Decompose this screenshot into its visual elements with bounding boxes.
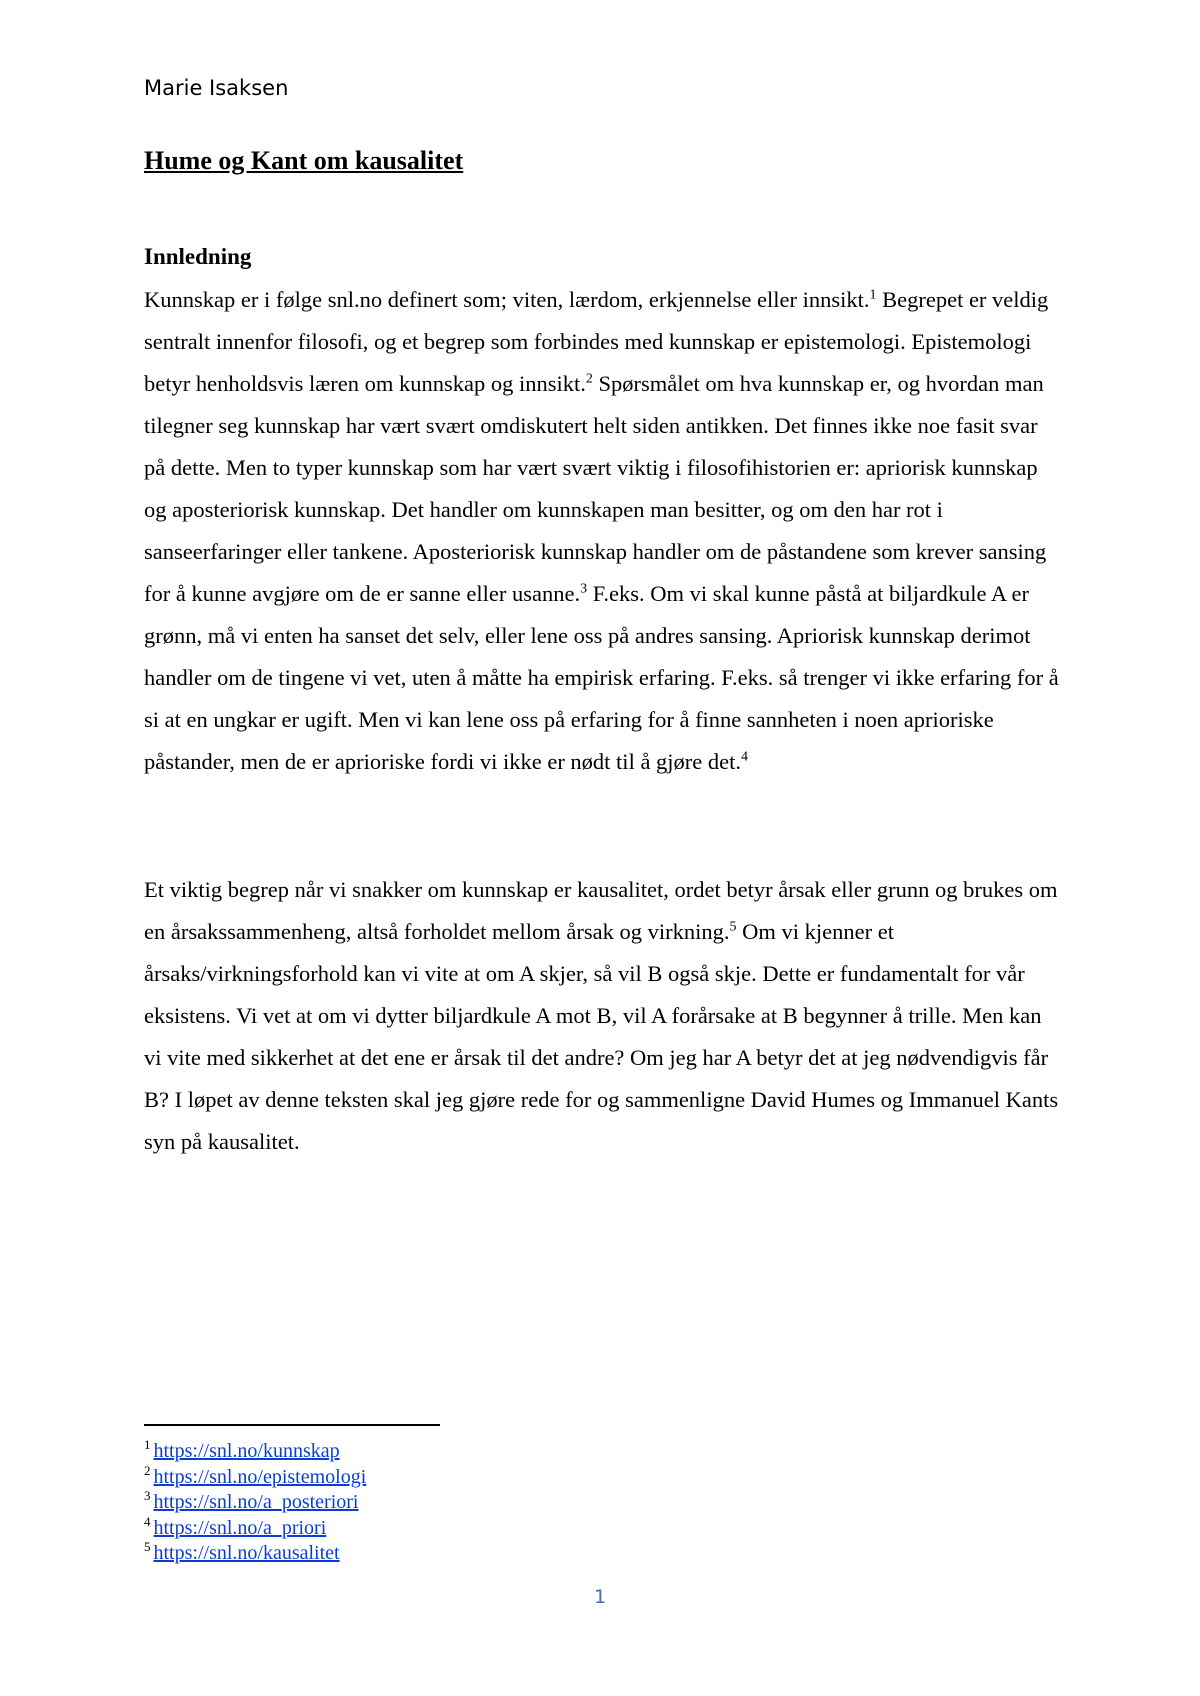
footnote-link[interactable]: https://snl.no/a_priori xyxy=(153,1516,327,1539)
paragraph-text: Om vi kjenner et årsaks/virkningsforhold kan vi vite at om A skjer, så vil B også skje. Dette er fundamentalt for vår eksistens. Vi vet at om vi dytter biljardkule A mot B, vil A forårsake at B begynner å trille. Men kan vi vite med sikkerhet at det ene er årsak til det andre? Om jeg har A betyr det at jeg nødvendigvis får B? I løpet av denne teksten skal jeg gjøre rede for og sammenligne David Humes og Immanuel Kants syn på kausalitet. xyxy=(144,919,1059,1154)
footnote-item xyxy=(144,1490,366,1516)
footnote-reference: 1 xyxy=(869,287,877,303)
footnote-number: 1 xyxy=(144,1437,151,1453)
page-number: 1 xyxy=(593,1586,607,1608)
paragraph-text: Kunnskap er i følge snl.no definert som; viten, lærdom, erkjennelse eller innsikt. xyxy=(144,287,870,312)
footnote-number: 3 xyxy=(144,1488,151,1504)
footnotes-list xyxy=(144,1439,366,1567)
header-author: Marie Isaksen xyxy=(144,76,289,100)
footnote-link[interactable]: https://snl.no/kunnskap xyxy=(153,1440,340,1462)
document-title: Hume og Kant om kausalitet xyxy=(144,146,464,175)
footnote-number: 5 xyxy=(144,1539,151,1555)
paragraph-text: Begrepet er veldig sentralt innenfor filosofi, og et begrep som forbindes med kunnskap er epistemologi. Epistemologi betyr henholdsvis læren om kunnskap og innsikt. xyxy=(144,287,1049,396)
paragraph-text: F.eks. Om vi skal kunne påstå at biljardkule A er grønn, må vi enten ha sanset det selv, eller lene oss på andres sansing. Apriorisk kunnskap derimot handler om de tingene vi vet, uten å måtte ha empirisk erfaring. F.eks. så trenger vi ikke erfaring for å si at en ungkar er ugift. Men vi kan lene oss på erfaring for å finne sannheten i noen aprioriske påstander, men de er aprioriske fordi vi ikke er nødt til å gjøre det. xyxy=(144,581,1059,774)
section-heading: Innledning xyxy=(144,244,252,269)
footnote-item xyxy=(144,1541,366,1567)
paragraph-text: Et viktig begrep når vi snakker om kunnskap er kausalitet, ordet betyr årsak eller grunn og brukes om en årsakssammenheng, altså forholdet mellom årsak og virkning. xyxy=(144,877,1058,944)
footnote-reference: 4 xyxy=(741,749,749,765)
footnote-reference: 3 xyxy=(580,581,588,597)
footnote-reference: 2 xyxy=(585,371,593,387)
footnote-separator xyxy=(144,1424,440,1426)
footnote-link[interactable]: https://snl.no/kausalitet xyxy=(153,1542,340,1564)
paragraph-introduction xyxy=(144,279,1064,783)
footnote-item xyxy=(144,1462,367,1491)
paragraph-text: Spørsmålet om hva kunnskap er, og hvordan man tilegner seg kunnskap har vært svært omdiskutert helt siden antikken. Det finnes ikke noe fasit svar på dette. Men to typer kunnskap som har vært svært viktig i filosofihistorien er: apriorisk kunnskap og aposteriorisk kunnskap. Det handler om kunnskapen man besitter, og om den har rot i sanseerfaringer eller tankene. Aposteriorisk kunnskap handler om de påstandene som krever sansing for å kunne avgjøre om de er sanne eller usanne. xyxy=(144,371,1047,606)
footnote-number: 2 xyxy=(144,1462,151,1478)
footnote-link[interactable]: https://snl.no/epistemologi xyxy=(153,1465,367,1488)
paragraph-causality xyxy=(144,869,1064,1163)
footnote-number: 4 xyxy=(144,1513,151,1529)
footnote-reference: 5 xyxy=(729,919,737,935)
footnote-item xyxy=(144,1513,366,1542)
footnote-link[interactable]: https://snl.no/a_posteriori xyxy=(153,1491,359,1513)
footnote-item xyxy=(144,1439,366,1465)
